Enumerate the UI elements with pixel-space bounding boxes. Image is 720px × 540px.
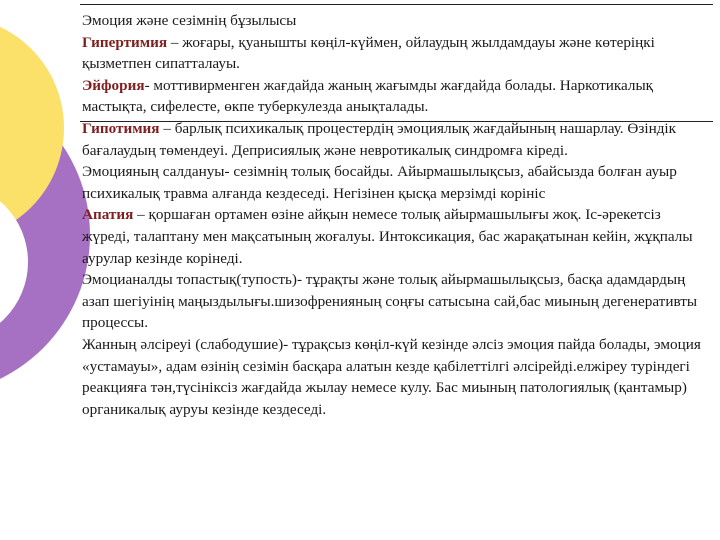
paragraph bbox=[82, 204, 710, 269]
term-hyperthymia: Гипертимия bbox=[82, 33, 168, 51]
paragraph-text: – қоршаған ортамен өзіне айқын немесе толық айырмашылығы жоқ. Іс-әрекетсіз жүреді, талаптану мен мақсатының жоғалуы. Интоксикация, бас жарақатынан кейін, жұқпалы аурулар кезінде корінеді. bbox=[82, 206, 693, 267]
paragraph-text: – жоғары, қуанышты көңіл-күймен, ойлаудың жылдамдауы және көтеріңкі қызметпен сипатталауы. bbox=[82, 33, 655, 73]
paragraph bbox=[82, 32, 710, 75]
paragraph bbox=[82, 269, 710, 334]
top-rule bbox=[80, 4, 713, 5]
term-apathy: Апатия bbox=[82, 206, 134, 224]
decorative-circles bbox=[0, 0, 90, 540]
paragraph-text: Эмоцианалды топастық(тупость)- тұрақты және толық айырмашылықсыз, басқа адамдардың азап шегіуінің маңыздылығы.шизофренияның соңғы сатысына сай,бас миының дегенеративты процессы. bbox=[82, 271, 698, 332]
paragraph bbox=[82, 75, 710, 118]
term-euphoria: Эйфория bbox=[82, 76, 145, 94]
body-text bbox=[82, 10, 710, 420]
paragraph-text: – барлық психикалық процестердің эмоциялық жағдайының нашарлау. Өзіндік бағалаудың төмендеуі. Деприсиялық және невротикалық синдромға кіреді. bbox=[82, 119, 677, 159]
paragraph bbox=[82, 161, 710, 204]
paragraph bbox=[82, 118, 710, 161]
paragraph-text: Эмоция және сезімнің бұзылысы bbox=[82, 12, 297, 29]
paragraph bbox=[82, 10, 710, 32]
paragraph-text: Жанның әлсіреуі (слабодушие)- тұрақсыз көңіл-күй кезінде әлсіз эмоция пайда болады, эмоция «устамауы», адам өзінің сезімін басқара алатын кезде қабілеттілгі әлсірейді.елжіреу туріндегі реакцияға тән,түсініксіз жағдайда жылау немесе кулу. Бас миының патологиялық (қантамыр) органикалық ауруы кезінде кездеседі. bbox=[82, 335, 701, 418]
paragraph bbox=[82, 334, 710, 420]
paragraph-text: Эмоцияның салдануы- сезімнің толық босайды. Айырмашылықсыз, абайсызда болған ауыр психикалық травма алғанда кездеседі. Негізінен қысқа мерзімді корініс bbox=[82, 163, 677, 202]
term-hypothymia: Гипотимия bbox=[82, 119, 160, 137]
paragraph-text: - моттивирменген жағдайда жаның жағымды жағдайда болады. Наркотикалық мастықта, сифелесте, өкпе туберкулезда анықталады. bbox=[82, 76, 654, 116]
